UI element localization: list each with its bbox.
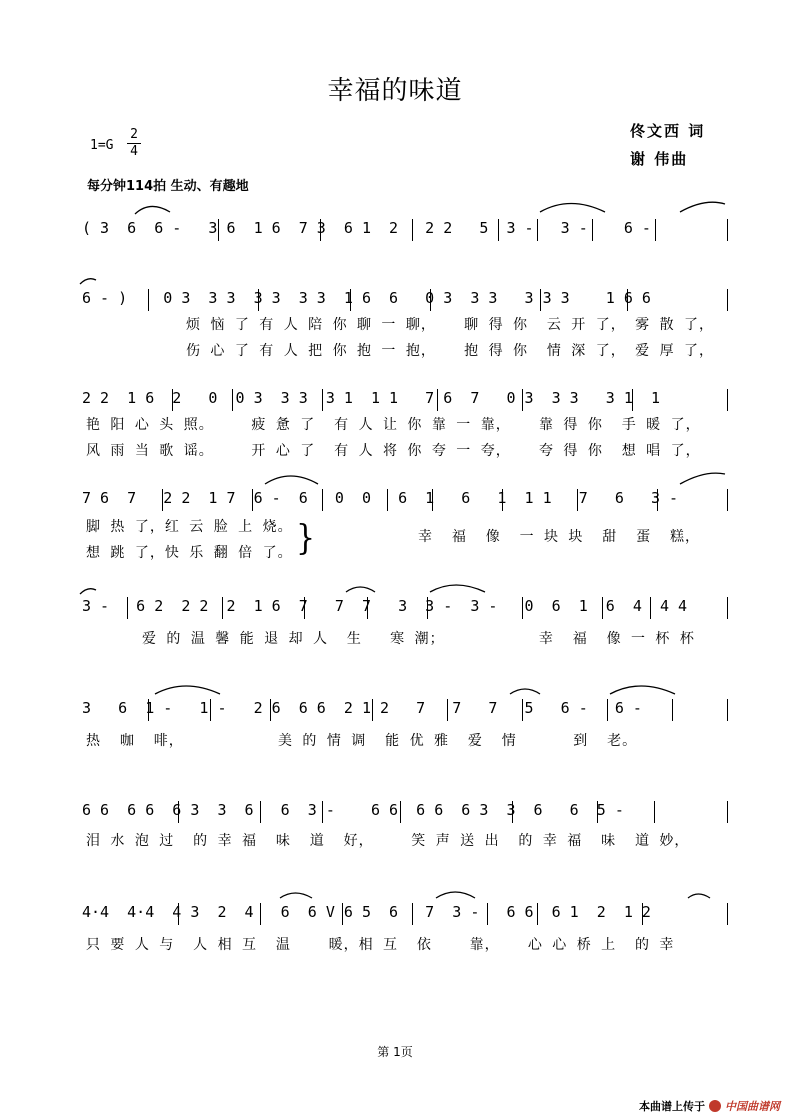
- slur-arc: [80, 279, 96, 284]
- lyric-line-2: 风 雨 当 歌 谣。 开 心 了 有 人 将 你 夸 一 夸， 夸 得 你 想 唱 了，: [86, 443, 701, 459]
- slur-arc: [510, 689, 540, 694]
- lyric-brace: }: [296, 518, 316, 559]
- site-logo-icon: [709, 1100, 721, 1112]
- slur-arc: [135, 206, 170, 214]
- slur-arc: [680, 202, 725, 212]
- lyric-line-1: 艳 阳 心 头 照。 疲 惫 了 有 人 让 你 靠 一 靠， 靠 得 你 手 暖 了，: [86, 417, 701, 433]
- footer-credit: [639, 1098, 780, 1114]
- lyric-line-1: 爱 的 温 馨 能 退 却 人 生 寒 潮； 幸 福 像 一 杯 杯: [142, 631, 695, 647]
- notation-text: 6 6 6 6 6 3 3 6 6 3 - 6 6 6 6 6 3 3 6 6 5 -: [82, 801, 624, 819]
- notation-text: 2 2 1 6 2 0 0 3 3 3 3 1 1 1 7 6 7 0 3 3 3 3 1 1: [82, 389, 660, 407]
- time-signature-top: 2: [130, 127, 138, 142]
- notation-text: 3 6 1 - 1 - 2 6 6 6 2 1 2 7 7 7 5 6 - 6 -: [82, 699, 642, 717]
- notation-text: 6 - ) 0 3 3 3 3 3 3 3 1 6 6 0 3 3 3 3 3 3 1 6 6: [82, 289, 651, 307]
- time-signature-bottom: 4: [130, 144, 138, 159]
- lyric-line-1: 脚 热 了，红 云 脸 上 烧。: [86, 519, 293, 535]
- footer-brand: 中国曲谱网: [725, 1100, 780, 1113]
- key-signature: 1=G: [90, 138, 114, 153]
- lyric-line-right: 幸 福 像 一 块 块 甜 蛋 糕，: [418, 529, 701, 545]
- lyric-line-1: 烦 恼 了 有 人 陪 你 聊 一 聊， 聊 得 你 云 开 了， 雾 散 了，: [186, 317, 715, 333]
- lyric-line-2: 伤 心 了 有 人 把 你 抱 一 抱， 抱 得 你 情 深 了， 爱 厚 了，: [186, 343, 715, 359]
- notation-text: 7 6 7 2 2 1 7 6 - 6 0 0 6 1 6 1 1 1 7 6 3 -: [82, 489, 679, 507]
- slur-arc: [436, 892, 475, 898]
- lyric-line-1: 热 咖 啡， 美 的 情 调 能 优 雅 爱 情 到 老。: [86, 733, 638, 749]
- page-number: 第 1页: [377, 1045, 413, 1059]
- tempo-marking: 每分钟114拍 生动、有趣地: [87, 179, 249, 194]
- lyric-line-1: 泪 水 泡 过 的 幸 福 味 道 好， 笑 声 送 出 的 幸 福 味 道 妙，: [86, 833, 690, 849]
- slur-arc: [280, 893, 312, 898]
- slur-arc: [680, 473, 725, 484]
- lyric-line-1: 只 要 人 与 人 相 互 温 暖，相 互 依 靠， 心 心 桥 上 的 幸: [86, 937, 675, 953]
- lyric-line-2: 想 跳 了，快 乐 翻 倍 了。: [86, 545, 293, 561]
- lyricist-credit: 佟文西 词: [630, 122, 706, 140]
- notation-text: 4·4 4·4 4 3 2 4 6 6 V 6 5 6 7 3 - 6 6 6 1 2 1 2: [82, 903, 651, 921]
- notation-text: 3 - 6 2 2 2 2 1 6 7 7 7 3 3 - 3 - 0 6 1 6 4 4 4: [82, 597, 688, 615]
- slur-arc: [80, 589, 96, 594]
- page-title: 幸福的味道: [327, 76, 463, 106]
- notation-text: ( 3 6 6 - 3 6 1 6 7 3 6 1 2 2 2 5 3 - 3 - 6 -: [82, 219, 651, 237]
- slur-arc: [610, 686, 675, 694]
- slur-arc: [155, 686, 220, 694]
- footer-text: 本曲谱上传于: [639, 1100, 705, 1113]
- slur-arc: [688, 894, 710, 898]
- slur-arc: [265, 476, 318, 484]
- slur-arc: [346, 587, 375, 592]
- slur-arc: [430, 585, 485, 592]
- composer-credit: 谢 伟曲: [630, 150, 689, 168]
- slur-arc: [540, 204, 605, 213]
